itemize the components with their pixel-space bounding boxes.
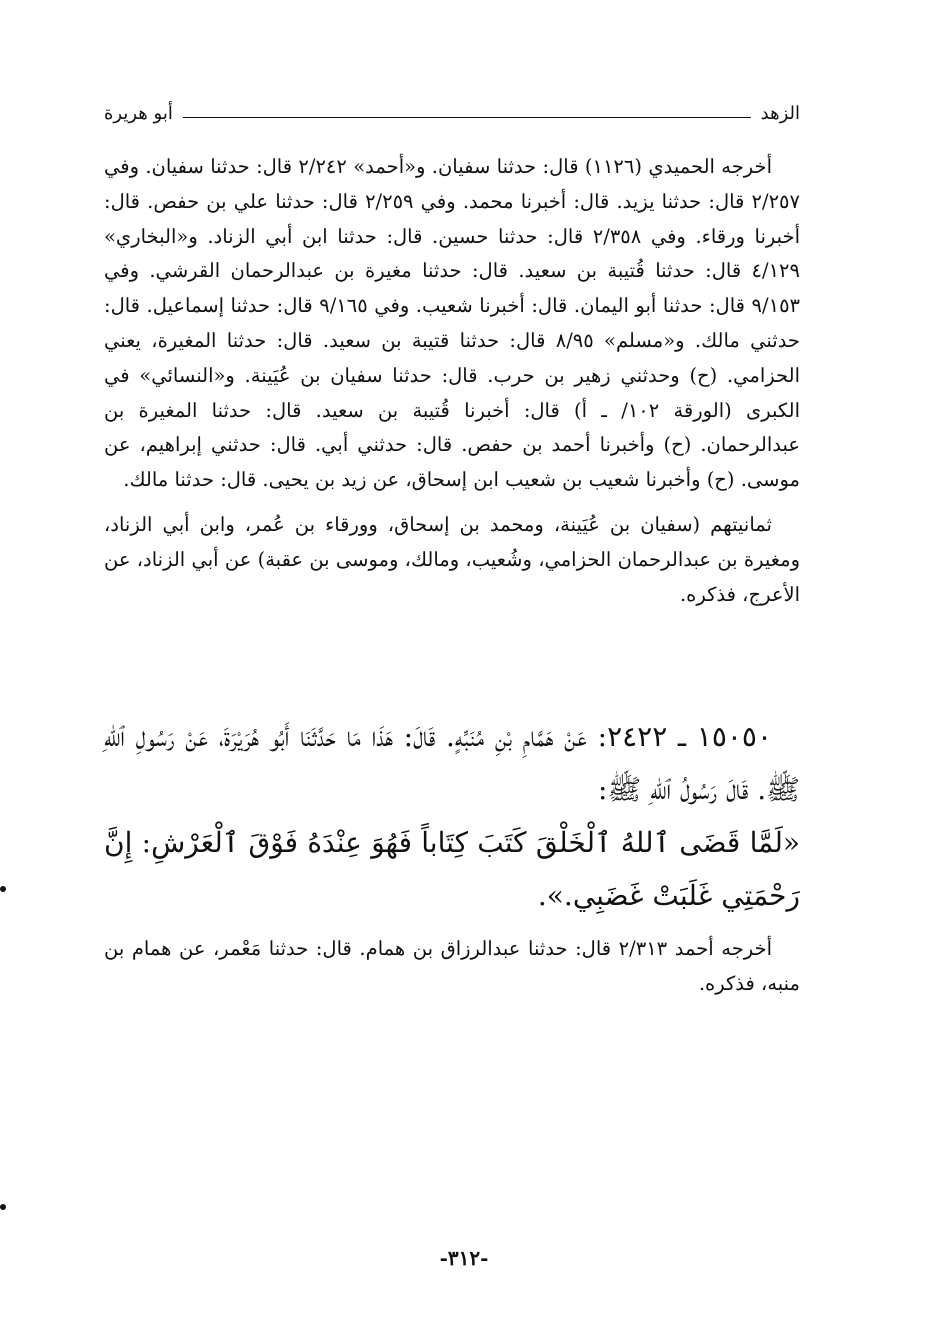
chapter-title: الزهد [760,102,800,124]
hadith-source-note: أخرجه أحمد ٢/٣١٣ قال: حدثنا عبدالرزاق بن همام. قال: حدثنا مَعْمر، عن همام بن منبه، فذكره. [104,937,800,996]
scan-edge-mark [0,1204,6,1210]
running-header [104,96,800,130]
takhrij-paragraph: أخرجه الحميدي (١١٢٦) قال: حدثنا سفيان. و«أحمد» ٢/٢٤٢ قال: حدثنا سفيان. وفي ٢/٢٥٧ قال: حدثنا يزيد. قال: أخبرنا محمد. وفي ٢/٢٥٩ قال: حدثنا علي بن حفص. قال: أخبرنا ورقاء. وفي ٢/٣٥٨ قال: حدثنا حسين. قال: حدثنا ابن أبي الزناد. و«البخاري» ٤/١٢٩ قال: حدثنا قُتيبة بن سعيد. قال: حدثنا مغيرة بن عبدالرحمان القرشي. وفي ٩/١٥٣ قال: حدثنا أبو اليمان. قال: أخبرنا شعيب. وفي ٩/١٦٥ قال: حدثنا إسماعيل. قال: حدثني مالك. و«مسلم» ٨/٩٥ قال: حدثنا قتيبة بن سعيد. قال: حدثنا المغيرة، يعني الحزامي. (ح) وحدثني زهير بن حرب. قال: حدثنا سفيان بن عُيَينة. و«النسائي» في الكبرى (الورقة ١٠٢/ ـ أ) قال: أخبرنا قُتيبة بن سعيد. قال: حدثنا المغيرة بن عبدالرحمان. (ح) وأخبرنا أحمد بن حفص. قال: حدثني أبي. قال: حدثني إبراهيم، عن موسى. (ح) وأخبرنا شعيب بن شعيب ابن إسحاق، عن زيد بن يحيى. قال: حدثنا مالك. [104,155,801,492]
page-number: -٣١٢- [439,1246,489,1270]
scan-edge-mark [0,886,6,892]
summary-paragraph: ثمانيتهم (سفيان بن عُيَينة، ومحمد بن إسحاق، وورقاء بن عُمر، وابن أبي الزناد، ومغيرة بن عبدالرحمان الحزامي، وشُعيب، ومالك، وموسى بن عقبة) عن أبي الزناد، عن الأعرج، فذكره. [104,512,800,606]
hadith-opening: ١٥٠٥٠ ـ ٢٤٢٢: عَنْ هَمَّامِ بْنِ مُنَبِّهٍ. قَالَ: هَذَا مَا حَدَّثَنَا أَبُو هُرَيْرَةَ، عَنْ رَسُولِ ٱللهِ ﷺ. قَالَ رَسُولُ ٱللهِ ﷺ: [104,720,800,807]
header-rule [183,117,751,118]
hadith-text: «لَمَّا قَضَى ٱللهُ ٱلْخَلْقَ كَتَبَ كِتَاباً فَهُوَ عِنْدَهُ فَوْقَ ٱلْعَرْشِ: إِنَّ رَحْمَتِي غَلَبَتْ غَضَبِي.». [104,826,800,913]
section-title: أبو هريرة [104,102,173,124]
page-body [104,96,800,1002]
